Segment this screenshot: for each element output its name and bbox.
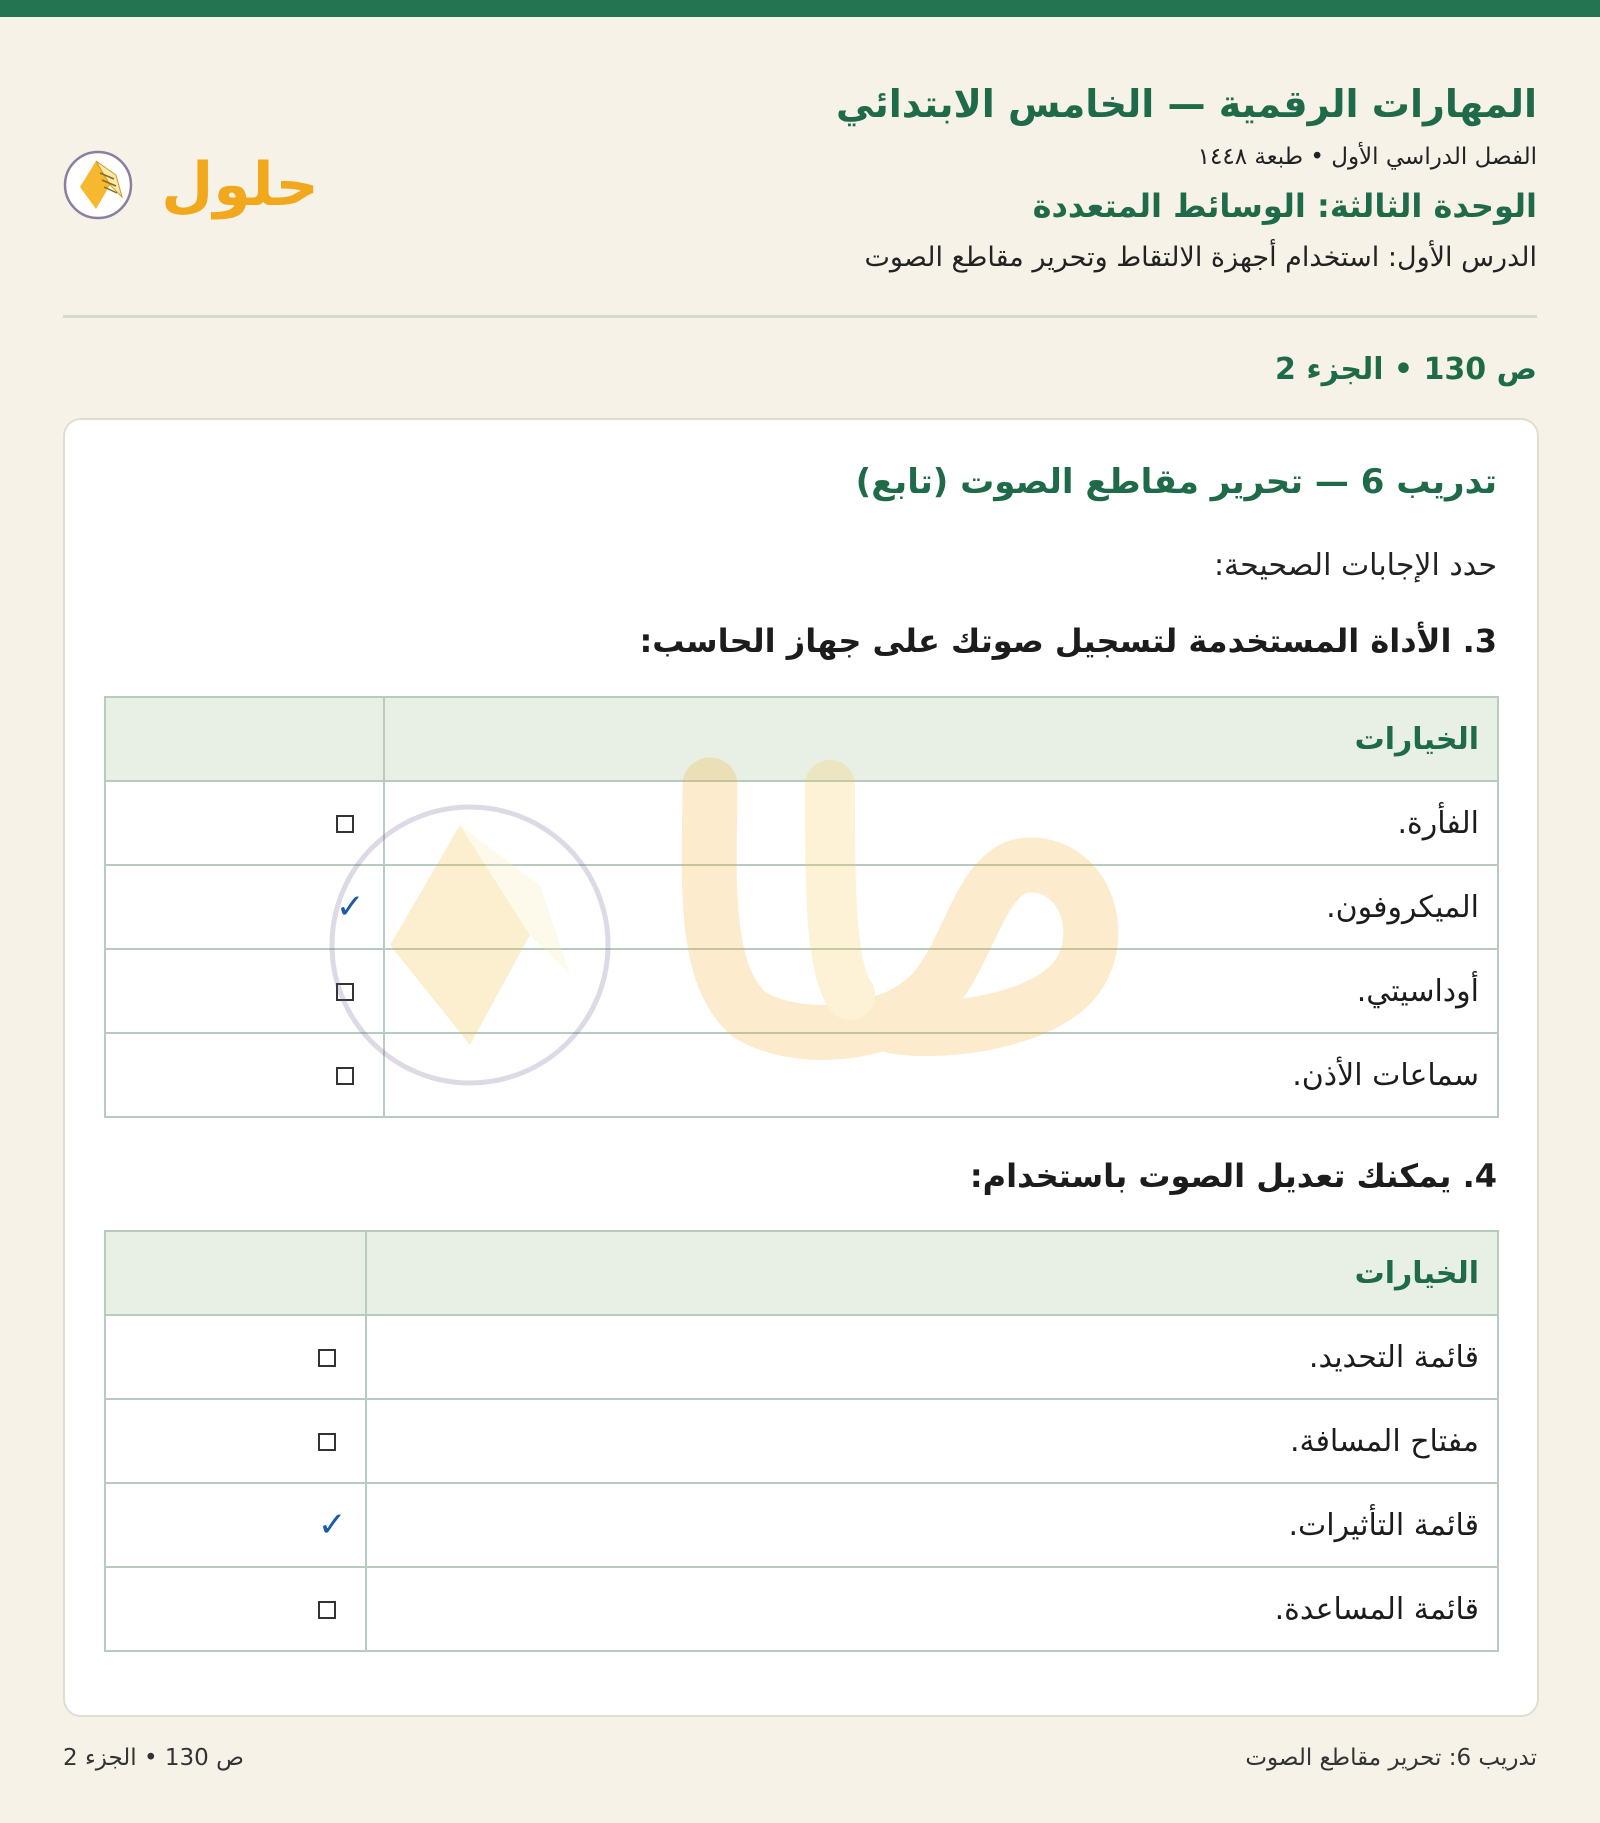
- answer-checkbox[interactable]: [105, 1567, 366, 1651]
- book-subtitle: الفصل الدراسي الأول • طبعة ١٤٤٨: [1197, 144, 1537, 170]
- footer-exercise: تدريب 6: تحرير مقاطع الصوت: [1245, 1745, 1537, 1771]
- answer-checkbox[interactable]: [105, 1315, 366, 1399]
- options-header: الخيارات: [366, 1231, 1499, 1315]
- option-label: أوداسيتي.: [384, 949, 1499, 1033]
- table-row: [105, 1315, 1498, 1399]
- option-label: قائمة التأثيرات.: [366, 1483, 1499, 1567]
- logo-watermark: [330, 745, 1210, 1095]
- header-divider: [63, 315, 1537, 318]
- answer-checkbox[interactable]: [105, 1399, 366, 1483]
- exercise-instruction: حدد الإجابات الصحيحة:: [1213, 548, 1497, 583]
- option-label: الميكروفون.: [384, 865, 1499, 949]
- page-header: [537, 78, 1537, 278]
- option-label: قائمة المساعدة.: [366, 1567, 1499, 1651]
- exercise-title: تدريب 6 — تحرير مقاطع الصوت (تابع): [855, 462, 1497, 502]
- answer-header: [105, 1231, 366, 1315]
- unit-title: الوحدة الثالثة: الوسائط المتعددة: [1032, 187, 1537, 225]
- footer-page: ص 130 • الجزء 2: [63, 1745, 244, 1771]
- answer-checkbox[interactable]: [105, 1483, 366, 1567]
- empty-checkbox-icon: [318, 1601, 336, 1619]
- table-row: [105, 1567, 1498, 1651]
- book-title: المهارات الرقمية — الخامس الابتدائي: [836, 82, 1537, 126]
- top-accent-bar: [0, 0, 1600, 17]
- option-label: مفتاح المسافة.: [366, 1399, 1499, 1483]
- empty-checkbox-icon: [318, 1349, 336, 1367]
- question-4: 4. يمكنك تعديل الصوت باستخدام:: [969, 1157, 1497, 1195]
- option-label: الفأرة.: [384, 781, 1499, 865]
- empty-checkbox-icon: [318, 1433, 336, 1451]
- question-3: 3. الأداة المستخدمة لتسجيل صوتك على جهاز الحاسب:: [639, 622, 1497, 660]
- book-icon: [330, 745, 1210, 1095]
- option-label: سماعات الأذن.: [384, 1033, 1499, 1117]
- options-header: الخيارات: [384, 697, 1499, 781]
- option-label: قائمة التحديد.: [366, 1315, 1499, 1399]
- options-table-q4: [104, 1230, 1499, 1652]
- checkmark-icon: ✓: [318, 1505, 347, 1545]
- checkmark-icon: ✓: [336, 887, 365, 927]
- lesson-title: الدرس الأول: استخدام أجهزة الالتقاط وتحرير مقاطع الصوت: [864, 242, 1537, 273]
- hulul-logo: [60, 135, 319, 230]
- book-icon: [60, 135, 319, 230]
- page-reference: ص 130 • الجزء 2: [1275, 352, 1537, 387]
- svg-text:حلول: حلول: [161, 150, 319, 220]
- table-row: [105, 1483, 1498, 1567]
- table-row: [105, 1399, 1498, 1483]
